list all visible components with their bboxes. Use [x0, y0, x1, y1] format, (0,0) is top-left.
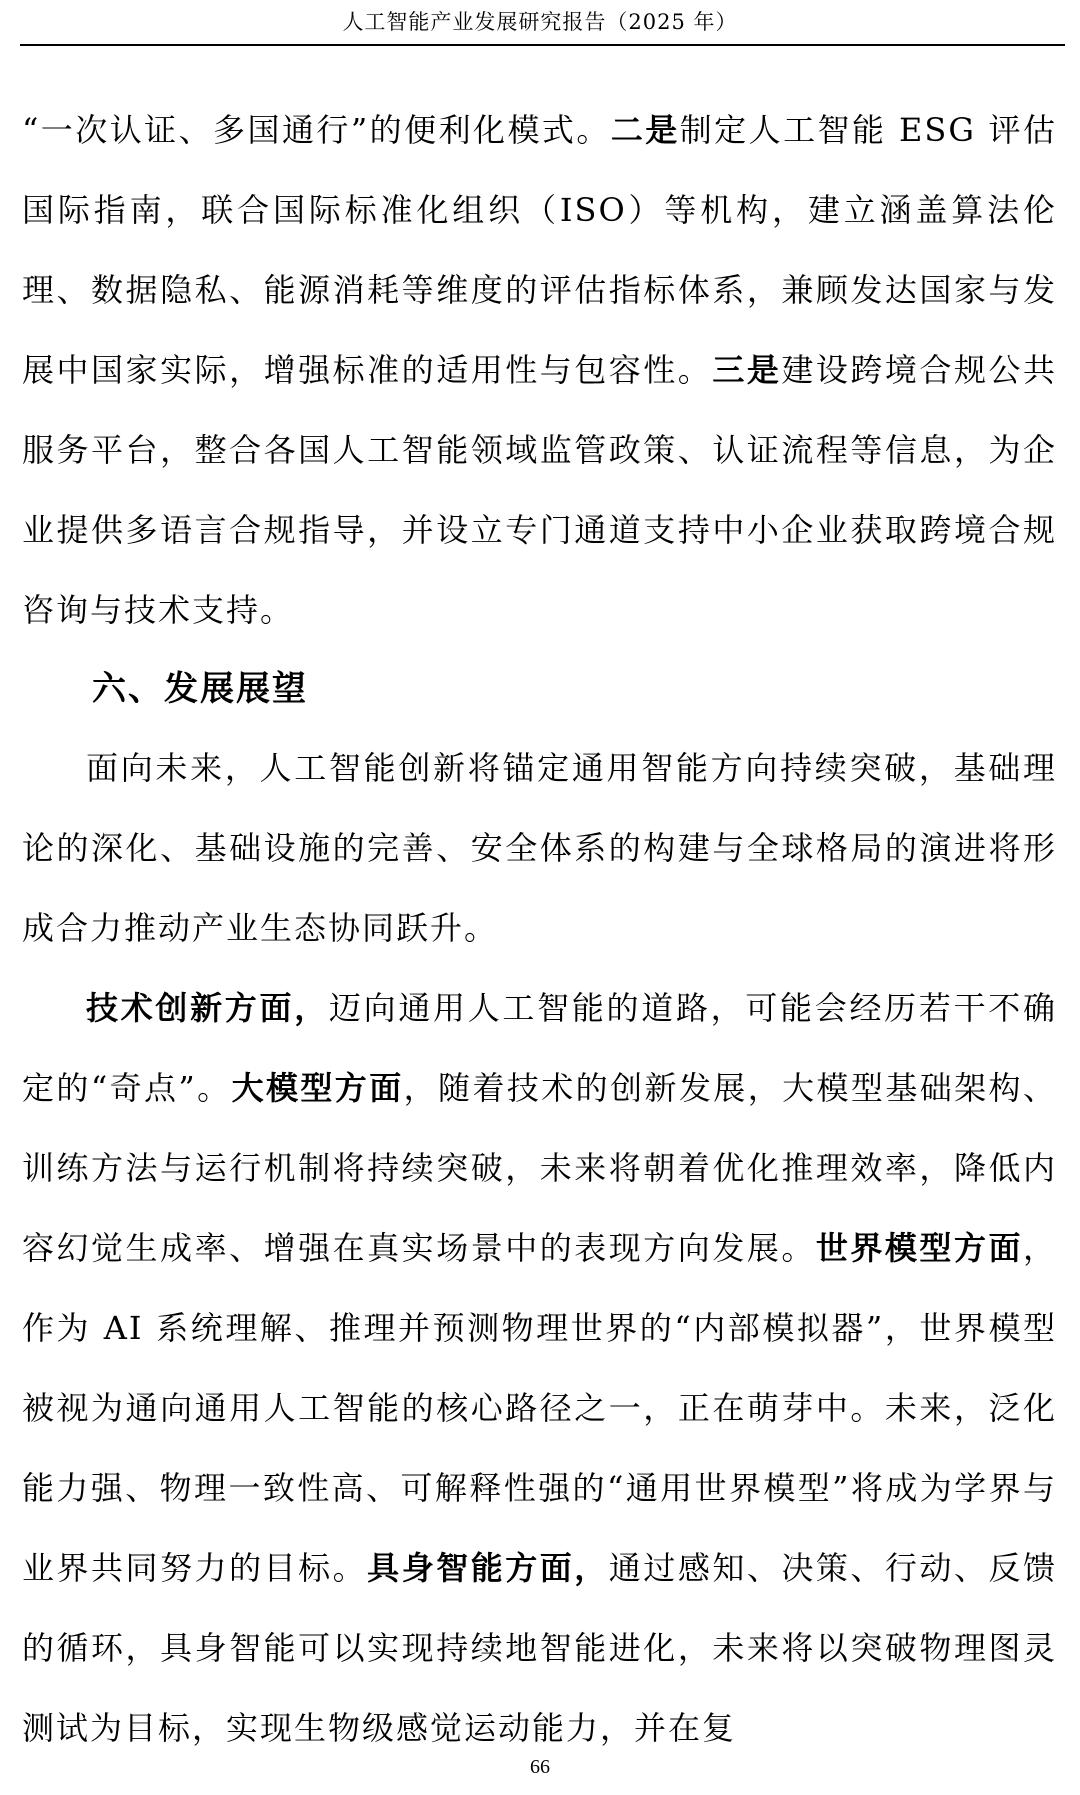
paragraph-outlook-intro: [22, 728, 1057, 968]
paragraph-text: ，随着技术的创新发展，大模型基础架构、训练方法与运行机制将持续突破，未来将朝着优化推理效率，降低内容幻觉生成率、增强在真实场景中的表现方向发展。: [22, 1069, 1057, 1267]
paragraph-text: ，作为 AI 系统理解、推理并预测物理世界的“内部模拟器”，世界模型被视为通向通用人工智能的核心路径之一，正在萌芽中。未来，泛化能力强、物理一致性高、可解释性强的“通用世界模型”将成为学界与业界共同努力的目标。: [22, 1229, 1057, 1587]
paragraph-text: 面向未来，人工智能创新将锚定通用智能方向持续突破，基础理论的深化、基础设施的完善、安全体系的构建与全球格局的演进将形成合力推动产业生态协同跃升。: [22, 749, 1057, 947]
bold-phrase-embodied-ai: 具身智能方面，: [367, 1549, 609, 1587]
bold-phrase-large-models: 大模型方面: [231, 1069, 404, 1107]
bold-phrase-world-models: 世界模型方面: [815, 1229, 1023, 1267]
page-number: 66: [530, 1756, 550, 1778]
bold-phrase-tech-innovation: 技术创新方面，: [86, 989, 329, 1027]
bold-phrase-third: 三是: [712, 351, 782, 389]
paragraph-text: 制定人工智能 ESG 评估国际指南，联合国际标准化组织（ISO）等机构，建立涵盖算法伦理、数据隐私、能源消耗等维度的评估指标体系，兼顾发达国家与发展中国家实际，增强标准的适用性与包容性。: [22, 111, 1057, 389]
paragraph-text: 迈向通用人工智能的道路，可能会经历若干不确定的“奇点”。: [22, 989, 1057, 1107]
header-divider: [20, 44, 1065, 46]
paragraph-technology-innovation: [22, 968, 1057, 1768]
bold-phrase-second: 二是: [610, 111, 680, 149]
paragraph-text: 通过感知、决策、行动、反馈的循环，具身智能可以实现持续地智能进化，未来将以突破物理图灵测试为目标，实现生物级感觉运动能力，并在复: [22, 1549, 1057, 1747]
paragraph-lead-text: “一次认证、多国通行”的便利化模式。: [22, 111, 611, 149]
header-title: 人工智能产业发展研究报告（2025 年）: [342, 10, 738, 34]
paragraph-continuation: [22, 90, 1057, 650]
document-body: [22, 90, 1057, 1768]
paragraph-text: 建设跨境合规公共服务平台，整合各国人工智能领域监管政策、认证流程等信息，为企业提供多语言合规指导，并设立专门通道支持中小企业获取跨境合规咨询与技术支持。: [22, 351, 1057, 629]
section-heading: 六、发展展望: [92, 669, 308, 709]
